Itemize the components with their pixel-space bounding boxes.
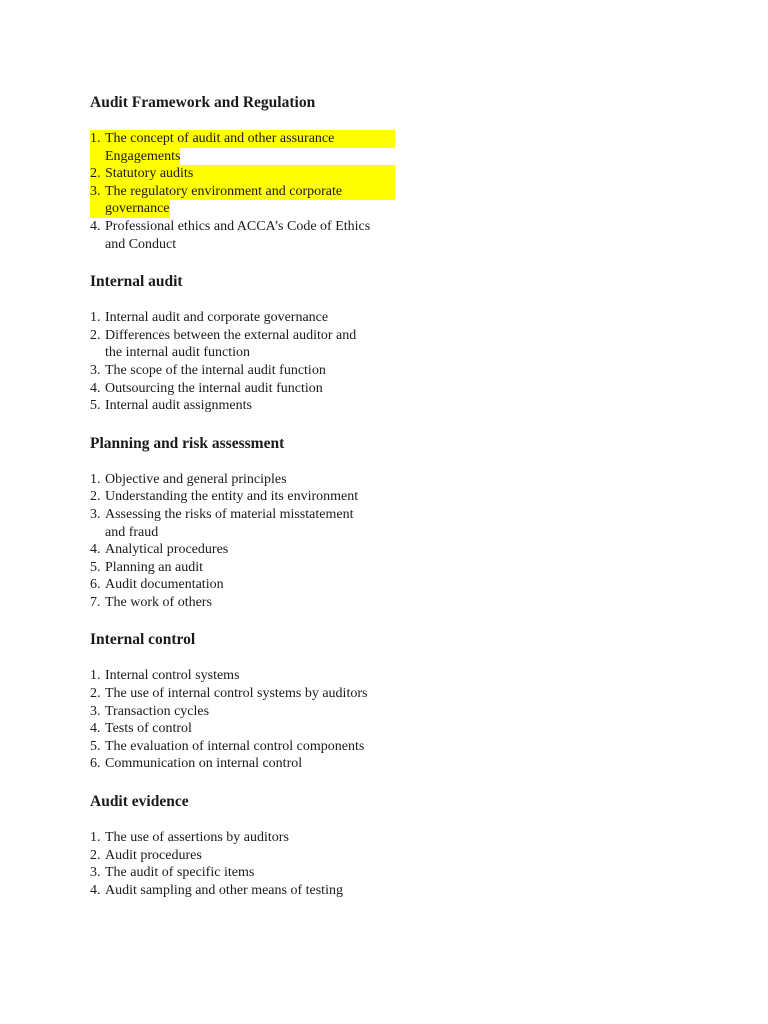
- list-item: [90, 667, 395, 685]
- item-text: [105, 471, 395, 489]
- item-text-line: The work of others: [105, 594, 212, 610]
- list-item: [90, 165, 395, 183]
- item-text-line: The use of assertions by auditors: [105, 830, 289, 846]
- item-text: [105, 397, 395, 415]
- item-number: 6.: [90, 756, 101, 772]
- item-text-line: Statutory audits: [105, 165, 395, 183]
- list-item: [90, 218, 395, 253]
- section: [90, 272, 710, 434]
- item-number: 5.: [90, 559, 101, 575]
- section: [90, 93, 710, 272]
- item-text: [105, 703, 395, 721]
- item-number: 4.: [90, 218, 101, 234]
- item-number: 4.: [90, 542, 101, 558]
- list-item: [90, 720, 395, 738]
- item-number: 6.: [90, 577, 101, 593]
- list-item: [90, 130, 395, 165]
- item-number: 1.: [90, 130, 105, 165]
- item-text-line: Internal control systems: [105, 668, 240, 684]
- item-number: 3.: [90, 865, 101, 881]
- topic-list: [90, 829, 710, 899]
- list-item: [90, 327, 395, 362]
- item-number: 1.: [90, 471, 101, 487]
- item-text-line: The use of internal control systems by auditors: [105, 686, 368, 702]
- section-spacer: [90, 415, 710, 434]
- item-number: 2.: [90, 165, 105, 183]
- item-text: [105, 576, 395, 594]
- item-text: [105, 685, 395, 703]
- item-text-line: Tests of control: [105, 721, 192, 737]
- list-item: [90, 506, 395, 541]
- list-item: [90, 362, 395, 380]
- item-text: [105, 309, 395, 327]
- item-number: 1.: [90, 830, 101, 846]
- item-number: 2.: [90, 686, 101, 702]
- list-item: [90, 397, 395, 415]
- item-text: [105, 362, 395, 380]
- item-text: [105, 829, 395, 847]
- list-item: [90, 380, 395, 398]
- item-text: [105, 130, 395, 165]
- list-item: [90, 309, 395, 327]
- item-text-line: Engagements: [105, 148, 181, 164]
- topic-list: [90, 471, 710, 612]
- list-item: [90, 703, 395, 721]
- list-item: [90, 882, 395, 900]
- list-item: [90, 576, 395, 594]
- item-text-line: Professional ethics and ACCA’s Code of Ethics: [105, 218, 371, 234]
- item-text-line: Audit sampling and other means of testing: [105, 882, 343, 898]
- item-text: [105, 218, 395, 253]
- item-text: [105, 488, 395, 506]
- section-spacer: [90, 773, 710, 792]
- item-number: 4.: [90, 882, 101, 898]
- item-text: [105, 165, 395, 183]
- list-item: [90, 594, 395, 612]
- item-text-line: Objective and general principles: [105, 471, 287, 487]
- item-text-line: governance: [105, 201, 170, 217]
- item-text-line: Audit documentation: [105, 577, 224, 593]
- list-item: [90, 829, 395, 847]
- section-heading: Internal control: [90, 631, 196, 649]
- item-number: 2.: [90, 327, 101, 343]
- item-number: 5.: [90, 398, 101, 414]
- item-text-line: The regulatory environment and corporate: [105, 183, 395, 201]
- item-number: 2.: [90, 489, 101, 505]
- item-text: [105, 559, 395, 577]
- item-number: 3.: [90, 506, 101, 522]
- list-item: [90, 738, 395, 756]
- item-text-line: Communication on internal control: [105, 756, 303, 772]
- item-number: 3.: [90, 183, 105, 218]
- item-number: 3.: [90, 362, 101, 378]
- section: [90, 792, 710, 899]
- list-item: [90, 864, 395, 882]
- item-text: [105, 183, 395, 218]
- item-text: [105, 506, 395, 541]
- section-heading: Internal audit: [90, 273, 183, 291]
- item-number: 4.: [90, 721, 101, 737]
- item-number: 3.: [90, 703, 101, 719]
- list-item: [90, 559, 395, 577]
- item-text: [105, 380, 395, 398]
- list-item: [90, 755, 395, 773]
- list-item: [90, 183, 395, 218]
- item-text-line: The evaluation of internal control components: [105, 738, 365, 754]
- document-body: [90, 93, 710, 899]
- item-text: [105, 720, 395, 738]
- item-text-line: Audit procedures: [105, 847, 202, 863]
- item-text-line: The scope of the internal audit function: [105, 362, 326, 378]
- item-text-line: and Conduct: [105, 236, 177, 252]
- item-text-line: the internal audit function: [105, 345, 251, 361]
- item-text: [105, 755, 395, 773]
- item-text: [105, 667, 395, 685]
- item-text-line: Outsourcing the internal audit function: [105, 380, 323, 396]
- list-item: [90, 847, 395, 865]
- item-number: 1.: [90, 668, 101, 684]
- topic-list: [90, 309, 710, 415]
- item-text-line: Differences between the external auditor and: [105, 327, 357, 343]
- item-text: [105, 847, 395, 865]
- item-text-line: Assessing the risks of material misstatement: [105, 506, 354, 522]
- list-item: [90, 471, 395, 489]
- item-text-line: Internal audit and corporate governance: [105, 310, 329, 326]
- item-text: [105, 882, 395, 900]
- item-text: [105, 594, 395, 612]
- topic-list: [90, 130, 710, 253]
- section-spacer: [90, 611, 710, 630]
- section-heading: Audit Framework and Regulation: [90, 94, 316, 111]
- section: [90, 434, 710, 631]
- list-item: [90, 541, 395, 559]
- item-text-line: Understanding the entity and its environment: [105, 489, 359, 505]
- item-number: 7.: [90, 594, 101, 610]
- item-number: 2.: [90, 847, 101, 863]
- item-number: 5.: [90, 738, 101, 754]
- section-spacer: [90, 253, 710, 272]
- item-text-line: Analytical procedures: [105, 542, 229, 558]
- item-text: [105, 864, 395, 882]
- section: [90, 630, 710, 792]
- item-text: [105, 738, 395, 756]
- section-heading: Audit evidence: [90, 793, 189, 811]
- list-item: [90, 685, 395, 703]
- item-text-line: Planning an audit: [105, 559, 203, 575]
- item-text-line: Transaction cycles: [105, 703, 210, 719]
- item-number: 4.: [90, 380, 101, 396]
- item-text: [105, 541, 395, 559]
- item-number: 1.: [90, 310, 101, 326]
- item-text: [105, 327, 395, 362]
- item-text-line: Internal audit assignments: [105, 398, 252, 414]
- item-text-line: The concept of audit and other assurance: [105, 130, 395, 148]
- item-text-line: The audit of specific items: [105, 865, 255, 881]
- item-text-line: and fraud: [105, 524, 159, 540]
- topic-list: [90, 667, 710, 773]
- section-heading: Planning and risk assessment: [90, 434, 285, 452]
- list-item: [90, 488, 395, 506]
